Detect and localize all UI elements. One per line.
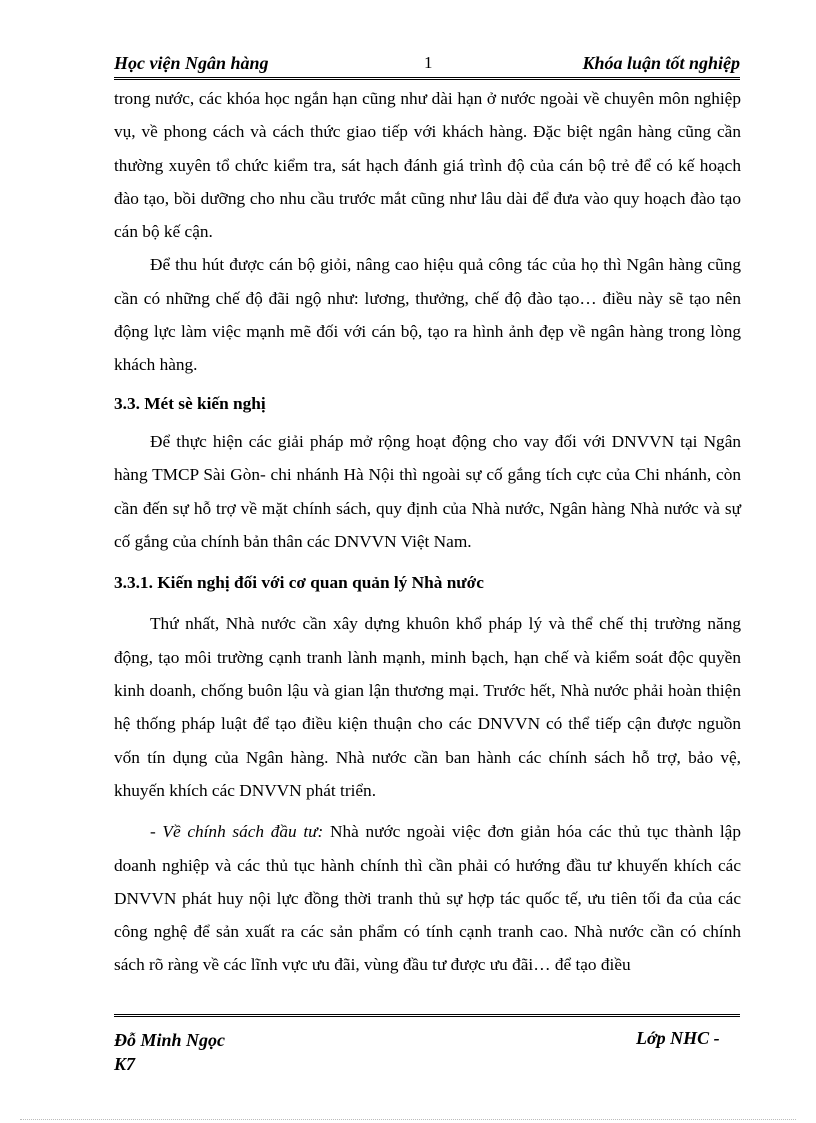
section-heading-3-3-1: 3.3.1. Kiến nghị đối với cơ quan quản lý Nhà nước — [114, 573, 484, 593]
paragraph-1: trong nước, các khóa học ngắn hạn cũng như dài hạn ở nước ngoài về chuyên môn nghiệp vụ, về phong cách và cách thức giao tiếp với khách hàng. Đặc biệt ngân hàng cũng cần thường xuyên tổ chức kiểm tra, sát hạch đánh giá trình độ của cán bộ trẻ để có kế hoạch đào tạo, bồi dưỡng cho nhu cầu trước mắt cũng như lâu dài để đưa vào quy hoạch đào tạo cán bộ kế cận. — [114, 89, 741, 242]
paragraph-2: Để thu hút được cán bộ giỏi, nâng cao hiệu quả công tác của họ thì Ngân hàng cũng cần có những chế độ đãi ngộ như: lương, thưởng, chế độ đào tạo… điều này sẽ tạo nên động lực làm việc mạnh mẽ đối với cán bộ, tạo ra hình ảnh đẹp về ngân hàng trong lòng khách hàng. — [114, 255, 741, 375]
footer-author-cohort: K7 — [114, 1054, 136, 1074]
paragraph-4: Thứ nhất, Nhà nước cần xây dựng khuôn khổ pháp lý và thể chế thị trường năng động, tạo môi trường cạnh tranh lành mạnh, minh bạch, hạn chế và kiểm soát độc quyền kinh doanh, chống buôn lậu và gian lận thương mại. Trước hết, Nhà nước phải hoàn thiện hệ thống pháp luật để tạo điều kiện thuận cho các DNVVN có thể tiếp cận được nguồn vốn tín dụng của Ngân hàng. Nhà nước cần ban hành các chính sách hỗ trợ, bảo vệ, khuyến khích các DNVVN phát triển. — [114, 614, 741, 800]
paragraph-5-text: Nhà nước ngoài việc đơn giản hóa các thủ tục thành lập doanh nghiệp và các thủ tục hành chính thì cần phải có hướng đầu tư khuyến khích các DNVVN phát huy nội lực đồng thời tranh thủ sự hợp tác quốc tế, ưu tiên tối đa của các công nghệ để sản xuất ra các sản phẩm có tính cạnh tranh cao. Nhà nước cần có chính sách rõ ràng về các lĩnh vực ưu đãi, vùng đầu tư được ưu đãi… để tạo điều — [114, 822, 741, 975]
body-text — [114, 82, 741, 982]
footer-author-name: Đỗ Minh Ngọc — [114, 1030, 226, 1050]
page-edge-dotted-line — [20, 1119, 796, 1120]
paragraph-5-label: - Về chính sách đầu tư: — [150, 822, 324, 842]
header-rule — [114, 77, 740, 80]
paragraph-3: Để thực hiện các giải pháp mở rộng hoạt động cho vay đối với DNVVN tại Ngân hàng TMCP Sài Gòn- chi nhánh Hà Nội thì ngoài sự cố gắng tích cực của Chi nhánh, còn cần đến sự hỗ trợ về mặt chính sách, quy định của Nhà nước, Ngân hàng Nhà nước và sự cố gắng của chính bản thân các DNVVN Việt Nam. — [114, 431, 741, 551]
header-document-type: Khóa luận tốt nghiệp — [582, 53, 740, 73]
paragraph-5 — [114, 815, 741, 981]
header-page-number: 1 — [424, 53, 433, 72]
footer-rule — [114, 1014, 740, 1017]
footer-author — [114, 1028, 225, 1076]
section-heading-3-3: 3.3. Mét sè kiến nghị — [114, 393, 266, 413]
header-institution: Học viện Ngân hàng — [114, 53, 269, 73]
footer-class: Lớp NHC - — [636, 1028, 720, 1048]
